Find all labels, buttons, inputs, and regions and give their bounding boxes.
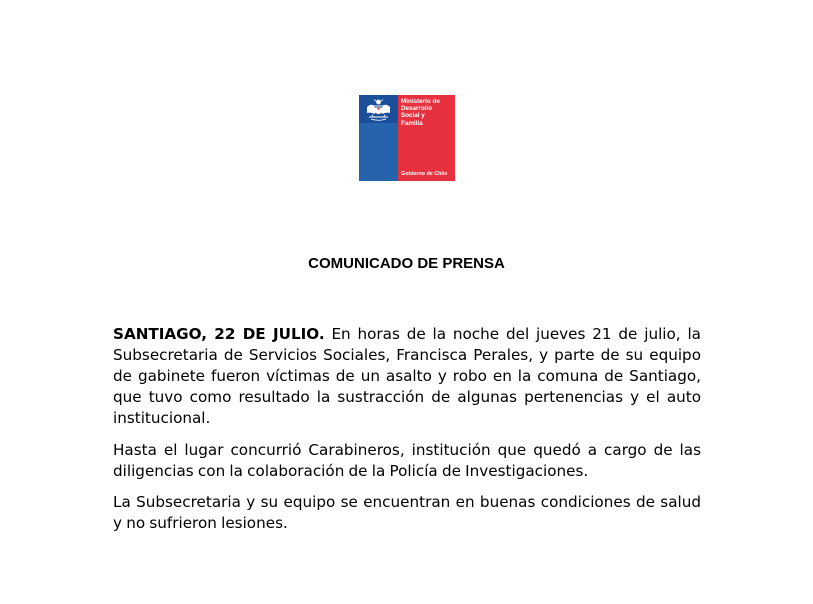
paragraph-1-text: En horas de la noche del jueves 21 de julio, la Subsecretaria de Servicios Sociales, Francisca Perales, y parte de su equipo de gabinete fueron víctimas de un asalto y robo en la comuna de Santiago, que tuvo como resultado la sustracción de algunas pertenencias y el auto institucional. [113, 325, 701, 427]
ministry-name: Ministerio de Desarrollo Social y Familia [401, 98, 440, 127]
dateline: SANTIAGO, 22 DE JULIO. [113, 325, 325, 343]
paragraph-1 [113, 324, 701, 429]
paragraph-2: Hasta el lugar concurrió Carabineros, institución que quedó a cargo de las diligencias con la colaboración de la Policía de Investigaciones. [113, 441, 701, 480]
logo-blue-panel [359, 95, 398, 181]
ministry-logo [359, 95, 455, 181]
press-release-title: COMUNICADO DE PRENSA [308, 255, 505, 272]
logo-red-panel [398, 95, 455, 181]
government-label: Gobierno de Chile [401, 171, 448, 177]
coat-of-arms-icon [363, 98, 394, 122]
paragraph-3: La Subsecretaria y su equipo se encuentran en buenas condiciones de salud y no sufrieron lesiones. [113, 493, 701, 532]
